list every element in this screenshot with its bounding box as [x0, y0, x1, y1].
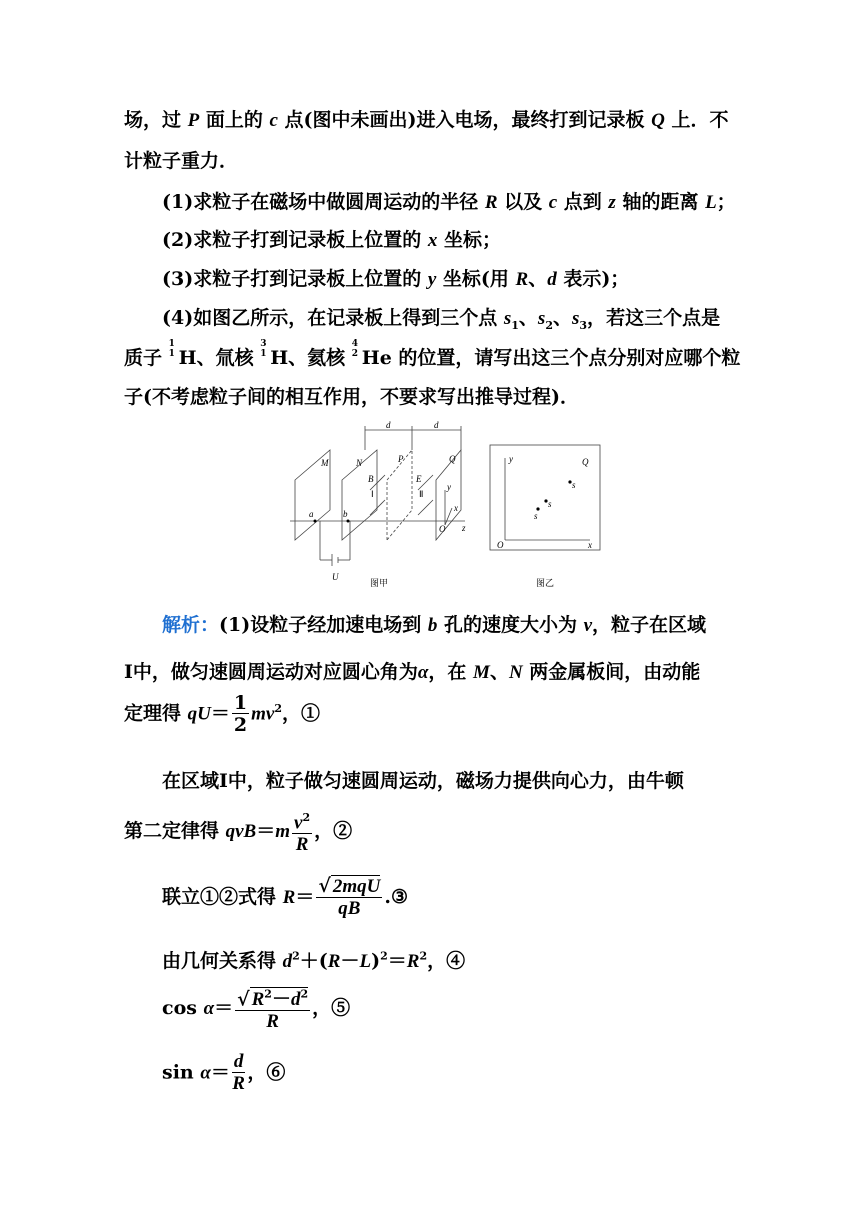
label-n: N	[356, 458, 363, 468]
question-4: (4)如图乙所示，在记录板上得到三个点 $s_1$、$s_2$、$s_3$，若这三个点是	[162, 307, 721, 332]
label-s3: s	[572, 480, 576, 490]
question-4-line-2: 质子 1 1 H、氚核 3 1 H、氦核 4 2 He 的位置，请写出这三个点分别对应哪个粒	[124, 339, 741, 369]
label-x-right: x	[588, 540, 592, 550]
label-z: z	[462, 523, 466, 533]
label-m: M	[321, 458, 329, 468]
question-1: (1)求粒子在磁场中做圆周运动的半径 R 以及 c 点到 z 轴的距离 L；	[162, 191, 736, 213]
label-p: P	[398, 454, 404, 464]
solution-eq-2: 第二定律得 qvB＝m $\frac{v^2}{R}$ ，②	[124, 808, 352, 856]
label-s1: s	[534, 511, 538, 521]
label-u: U	[332, 572, 339, 582]
solution-line-1: 解析：(1)设粒子经加速电场到 b 孔的速度大小为 v，粒子在区域	[162, 614, 707, 636]
solution-eq-6: sin α＝ $\frac{d}{R}$ ，⑥	[162, 1051, 286, 1094]
label-x-left: x	[454, 503, 458, 513]
label-y-right: y	[509, 454, 513, 464]
label-b-hole: b	[343, 509, 348, 519]
label-s2: s	[548, 499, 552, 509]
label-region-2: Ⅱ	[419, 489, 424, 499]
caption-right: 图乙	[536, 578, 555, 588]
question-4-line-3: 子(不考虑粒子间的相互作用，不要求写出推导过程)．	[124, 386, 579, 408]
label-y-left: y	[447, 482, 451, 492]
solution-eq-4: 由几何关系得 $d^2+(R-L)^2=R^2$，④	[162, 949, 466, 972]
label-q: Q	[449, 454, 456, 464]
solution-line-4: 在区域Ⅰ中，粒子做匀速圆周运动，磁场力提供向心力，由牛顿	[162, 770, 684, 792]
label-o-left: O	[439, 524, 446, 534]
label-d2: d	[434, 420, 439, 430]
solution-eq-5: cos α＝ $\frac{√ R^2-d^2}{R}$ ，⑤	[162, 985, 350, 1033]
label-q-right: Q	[582, 457, 589, 467]
solution-line-2: Ⅰ中，做匀速圆周运动对应圆心角为α，在 M、N 两金属板间，由动能	[124, 661, 701, 683]
caption-left: 图甲	[370, 578, 389, 588]
label-region-1: Ⅰ	[371, 489, 374, 499]
label-b: B	[368, 474, 374, 484]
question-3: (3)求粒子打到记录板上位置的 y 坐标(用 R、d 表示)；	[162, 268, 630, 290]
label-a: a	[309, 509, 314, 519]
question-2: (2)求粒子打到记录板上位置的 x 坐标；	[162, 229, 501, 251]
solution-eq-3: 联立①②式得 R＝ $\frac{\text{√ 2mqU}}{qB}$ .③	[162, 875, 408, 919]
label-d1: d	[386, 420, 391, 430]
problem-line-1: 场，过 P 面上的 c 点(图中未画出)进入电场，最终打到记录板 Q 上．不	[124, 109, 729, 131]
problem-line-2: 计粒子重力．	[124, 150, 239, 172]
physics-figure	[290, 420, 610, 590]
label-o-right: O	[497, 540, 504, 550]
solution-eq-1: 定理得 qU＝ $\frac{1}{2}$ $mv^2$，①	[124, 692, 320, 736]
label-e: E	[416, 474, 422, 484]
